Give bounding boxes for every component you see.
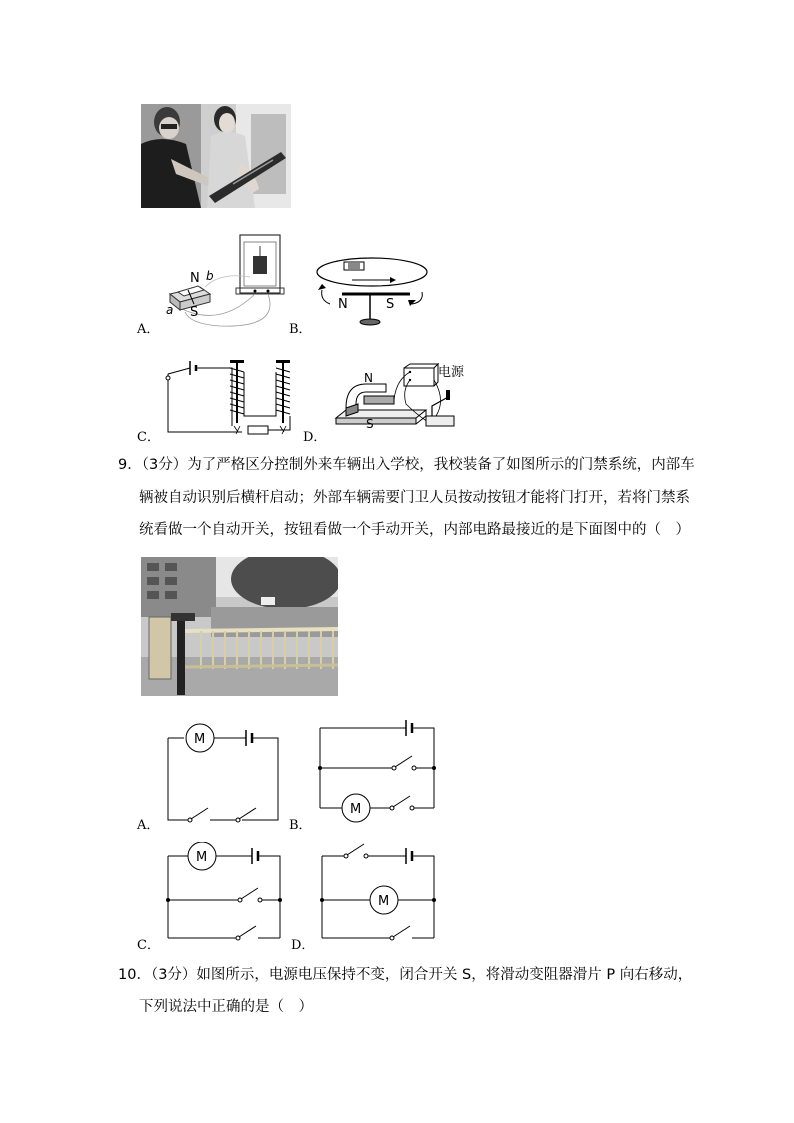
gate-barrier-photo-drawing bbox=[141, 557, 338, 696]
label-n: N bbox=[338, 297, 348, 312]
label-a: a bbox=[166, 303, 174, 317]
q8-option-a-label[interactable]: A． bbox=[137, 322, 160, 337]
label-s: S bbox=[190, 305, 199, 320]
metal-detector-photo-drawing bbox=[141, 104, 291, 208]
q9-option-c-label[interactable]: C． bbox=[137, 938, 160, 953]
q8-figure-a bbox=[160, 232, 290, 330]
q8-option-b-label[interactable]: B． bbox=[289, 322, 312, 337]
q10-line-2: 下列说法中正确的是（ ） bbox=[139, 999, 313, 1015]
q10-line-1: 10．（3分）如图所示，电源电压保持不变，闭合开关 S，将滑动变阻器滑片 P 向右移动， bbox=[118, 967, 693, 983]
label-b: b bbox=[206, 269, 214, 283]
q9-line-3: 统看做一个自动开关，按钮看做一个手动开关，内部电路最接近的是下面图中的（ ） bbox=[139, 522, 690, 538]
q9-circuit-d bbox=[316, 842, 440, 946]
power-label: 电源 bbox=[438, 365, 465, 380]
q8-figure-d bbox=[326, 360, 476, 440]
q9-line-1: 9．（3分）为了严格区分控制外来车辆出入学校，我校装备了如图所示的门禁系统，内部车 bbox=[118, 457, 695, 473]
q8-figure-b bbox=[312, 250, 442, 328]
q9-line-2: 辆被自动识别后横杆启动；外部车辆需要门卫人员按动按钮才能将门打开，若将门禁系 bbox=[139, 490, 690, 506]
label-n: N bbox=[364, 371, 373, 385]
q9-circuit-c bbox=[162, 842, 286, 946]
motor-label: M bbox=[194, 732, 206, 747]
q8-option-c-label[interactable]: C． bbox=[137, 430, 160, 445]
metal-detector-photo bbox=[141, 104, 291, 208]
motor-label: M bbox=[350, 802, 362, 817]
q8-option-d-label[interactable]: D． bbox=[303, 430, 327, 445]
q9-option-d-label[interactable]: D． bbox=[291, 938, 315, 953]
motor-label: M bbox=[196, 850, 208, 865]
q9-circuit-a bbox=[160, 722, 284, 826]
label-s: S bbox=[366, 417, 374, 431]
q9-option-a-label[interactable]: A． bbox=[137, 818, 160, 833]
label-s: S bbox=[386, 297, 395, 312]
q9-circuit-b bbox=[314, 714, 438, 824]
motor-label: M bbox=[378, 894, 390, 909]
q9-option-b-label[interactable]: B． bbox=[289, 818, 312, 833]
q8-figure-c bbox=[160, 356, 300, 440]
label-n: N bbox=[190, 271, 200, 286]
gate-barrier-photo bbox=[141, 557, 338, 696]
